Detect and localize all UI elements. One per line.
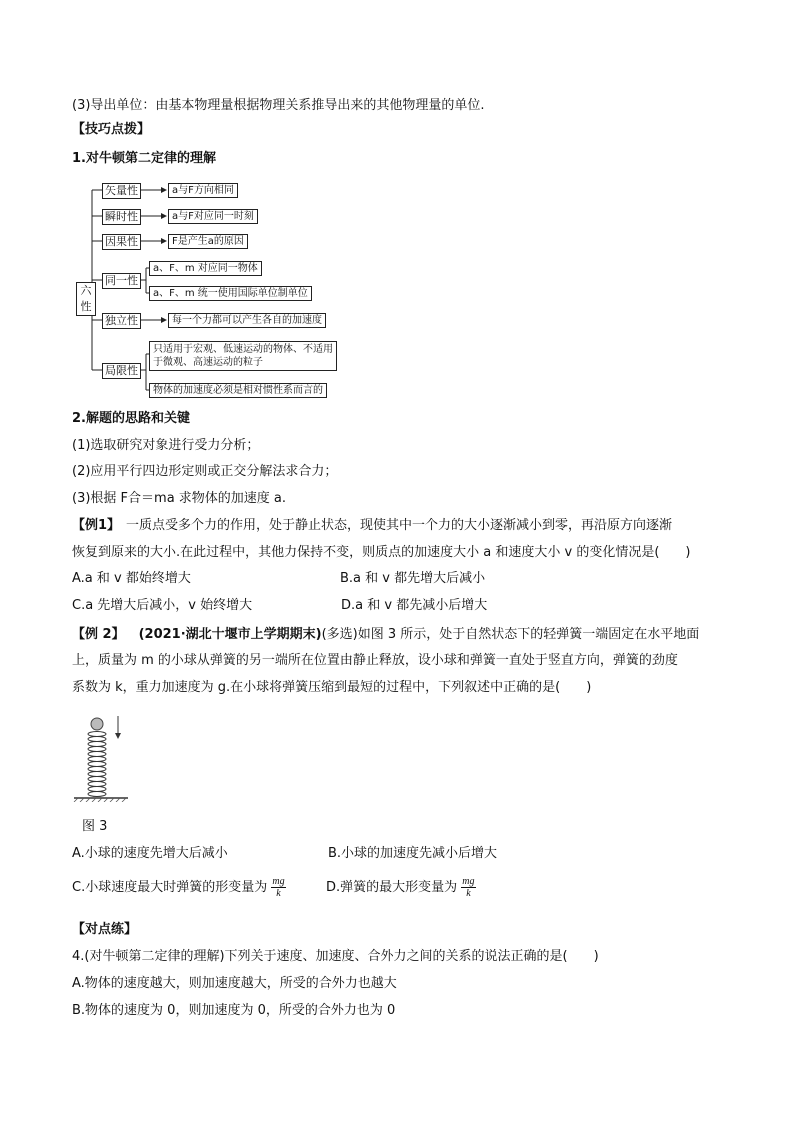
example2-option-b: B.小球的加速度先减小后增大: [328, 846, 498, 861]
example2-tag: 【例 2】: [72, 627, 125, 642]
limited-desc-1b: 于微观、高速运动的粒子: [153, 357, 263, 368]
section-2-title: 2.解题的思路和关键: [72, 411, 190, 426]
fraction-mg-over-k-2: [461, 876, 475, 899]
example2-text1: (多选)如图 3 所示，处于自然状态下的轻弹簧一端固定在水平地面: [321, 627, 700, 642]
example2-line2: 上，质量为 m 的小球从弹簧的另一端所在位置由静止释放，设小球和弹簧一直处于竖直方向，弹簧的劲度: [72, 653, 678, 668]
vector-desc: a与F方向相同: [168, 183, 238, 198]
example1-text1: 一质点受多个力的作用，处于静止状态，现使其中一个力的大小逐渐减小到零，再沿原方向逐渐: [126, 518, 673, 533]
fraction-mg-over-k: [271, 876, 285, 899]
fraction-denominator: k: [276, 888, 281, 899]
same-desc-2: a、F、m 统一使用国际单位制单位: [149, 286, 312, 301]
example2-option-c: [72, 876, 286, 899]
example1-option-b: B.a 和 v 都先增大后减小: [340, 571, 486, 586]
limited-desc-1a: 只适用于宏观、低速运动的物体、不适用: [153, 344, 333, 355]
limited-desc-2: 物体的加速度必须是相对惯性系而言的: [149, 383, 327, 398]
fraction-numerator-2: mg: [462, 876, 475, 887]
ball-shape: [91, 718, 103, 730]
diagram-root-box: 六性: [76, 282, 96, 316]
fraction-denominator-2: k: [466, 888, 471, 899]
example2-source: (2021·湖北十堰市上学期期末): [138, 627, 322, 642]
causal-desc: F是产生a的原因: [168, 234, 248, 249]
example2-line3: 系数为 k，重力加速度为 g.在小球将弹簧压缩到最短的过程中，下列叙述中正确的是( ): [72, 680, 592, 695]
question-4-option-a: A.物体的速度越大，则加速度越大，所受的合外力也越大: [72, 976, 397, 991]
question-4: 4.(对牛顿第二定律的理解)下列关于速度、加速度、合外力之间的关系的说法正确的是( ): [72, 949, 599, 964]
step-1: (1)选取研究对象进行受力分析；: [72, 438, 260, 453]
section-1-title: 1.对牛顿第二定律的理解: [72, 151, 216, 166]
step-2: (2)应用平行四边形定则或正交分解法求合力；: [72, 464, 338, 479]
instant-label: 瞬时性: [102, 209, 141, 225]
limited-label: 局限性: [102, 363, 141, 379]
question-4-option-b: B.物体的速度为 0，则加速度为 0，所受的合外力也为 0: [72, 1003, 396, 1018]
causal-label: 因果性: [102, 234, 141, 250]
example1-line1: [72, 517, 672, 535]
spring-ball-figure: [72, 712, 132, 802]
example2-option-c-text: C.小球速度最大时弹簧的形变量为: [72, 880, 268, 895]
spring-coils: [88, 732, 106, 797]
example1-tag: 【例1】: [72, 518, 121, 533]
example2-line1: [72, 626, 699, 644]
figure-caption: 图 3: [82, 819, 108, 834]
same-desc-1: a、F、m 对应同一物体: [149, 261, 262, 276]
skills-heading: 【技巧点拨】: [72, 122, 151, 137]
example2-option-d: [326, 876, 476, 899]
fraction-numerator: mg: [272, 876, 285, 887]
limited-desc-1: [149, 341, 337, 371]
example2-option-d-text: D.弹簧的最大形变量为: [326, 880, 458, 895]
derived-unit-text: (3)导出单位：由基本物理量根据物理关系推导出来的其他物理量的单位.: [72, 98, 485, 113]
independent-label: 独立性: [102, 313, 141, 329]
independent-desc: 每一个力都可以产生各自的加速度: [168, 313, 326, 328]
example1-option-d: D.a 和 v 都先减小后增大: [341, 598, 488, 613]
instant-desc: a与F对应同一时刻: [168, 209, 258, 224]
example1-option-a: A.a 和 v 都始终增大: [72, 571, 191, 586]
step-3: (3)根据 F合＝ma 求物体的加速度 a.: [72, 491, 287, 506]
example2-option-a: A.小球的速度先增大后减小: [72, 846, 228, 861]
same-label: 同一性: [102, 273, 141, 289]
practice-heading: 【对点练】: [72, 922, 138, 937]
vector-label: 矢量性: [102, 183, 141, 199]
example1-line2: 恢复到原来的大小.在此过程中，其他力保持不变，则质点的加速度大小 a 和速度大小 v 的变化情况是( ): [72, 545, 691, 560]
example1-option-c: C.a 先增大后减小，v 始终增大: [72, 598, 253, 613]
